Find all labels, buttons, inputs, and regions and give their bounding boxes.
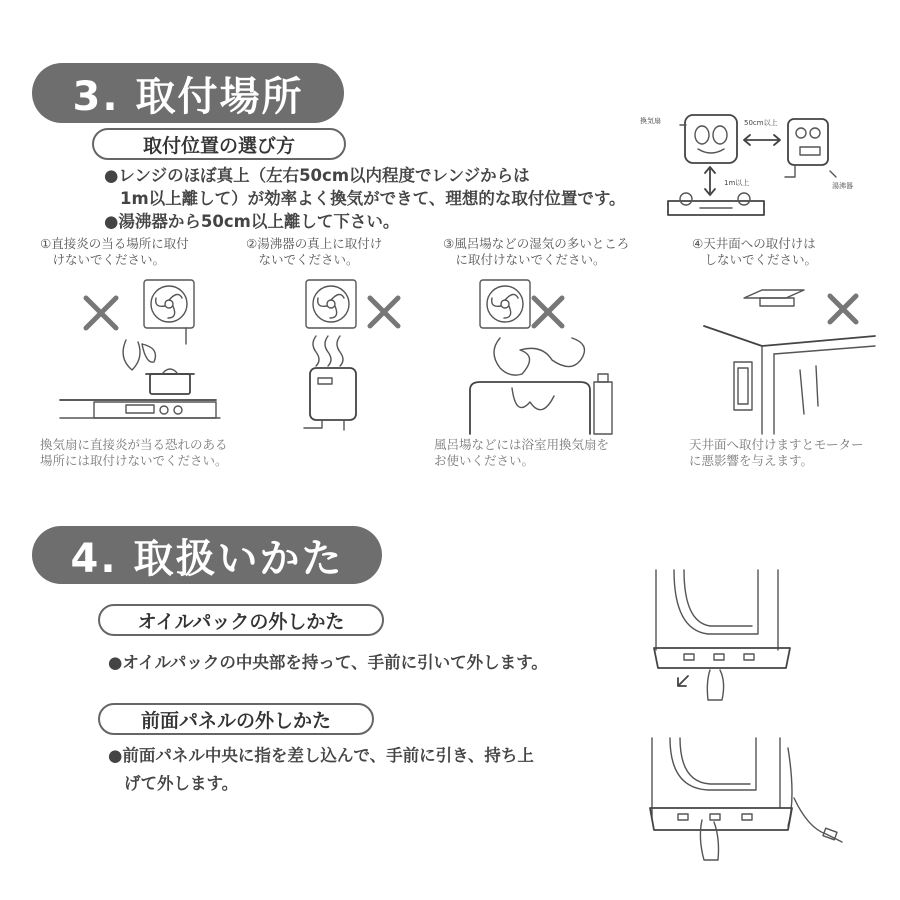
fan-icon <box>744 290 804 306</box>
caution-4-illustration <box>700 284 875 434</box>
no-x-icon <box>86 298 116 328</box>
section3-title: 3. 取付場所 <box>32 63 344 123</box>
panel-illustration <box>648 738 848 863</box>
bullet-range-position: ●レンジのほぼ真上（左右50cm以内程度でレンジからは <box>104 166 530 185</box>
caution-4-title: ④天井面への取付けは しないでください。 <box>692 236 818 267</box>
hand-icon <box>700 820 718 860</box>
caution-2-title: ②湯沸器の真上に取付け ないでください。 <box>246 236 383 267</box>
panel-heading: 前面パネルの外しかた <box>98 703 374 735</box>
caution-1-note: 換気扇に直接炎が当る恐れのある 場所には取付けないでください。 <box>40 437 228 468</box>
bathtub-icon <box>470 374 612 434</box>
no-x-icon <box>830 296 856 322</box>
bullet-range-position-cont: 1m以上離して）が効率よく換気ができて、理想的な取付位置です。 <box>120 189 626 208</box>
panel-instruction-cont: げて外します。 <box>124 774 239 793</box>
pot-icon <box>146 369 194 394</box>
oilpack-heading: オイルパックの外しかた <box>98 604 384 636</box>
fan-icon <box>144 280 194 344</box>
fan-icon <box>480 280 530 328</box>
heater-label: 湯沸器 <box>832 182 853 190</box>
oilpack-illustration <box>648 570 793 710</box>
ceiling-icon <box>704 326 875 434</box>
caution-4-note: 天井面へ取付けますとモーター に悪影響を与えます。 <box>689 437 864 468</box>
caution-2-illustration <box>296 278 416 438</box>
section3-subtitle: 取付位置の選び方 <box>92 128 346 160</box>
caution-3-note: 風呂場などには浴室用換気扇を お使いください。 <box>434 437 610 468</box>
fan-icon <box>306 280 356 328</box>
vertical-distance-label: 1m以上 <box>724 179 750 187</box>
oilpack-instruction: ●オイルパックの中央部を持って、手前に引いて外します。 <box>108 653 548 672</box>
no-x-icon <box>534 298 562 326</box>
water-heater-icon <box>304 368 356 430</box>
caution-1-illustration <box>60 278 230 428</box>
caution-1-title: ①直接炎の当る場所に取付 けないでください。 <box>40 236 189 267</box>
caution-3-title: ③風呂場などの湿気の多いところ に取付けないでください。 <box>443 236 630 267</box>
arrow-icon <box>678 676 688 686</box>
no-x-icon <box>370 298 398 326</box>
fan-label: 換気扇 <box>640 117 661 125</box>
horizontal-distance-label: 50cm以上 <box>744 119 778 127</box>
section4-title: 4. 取扱いかた <box>32 526 382 584</box>
caution-3-illustration <box>460 278 630 438</box>
panel-instruction: ●前面パネル中央に指を差し込んで、手前に引き、持ち上 <box>108 746 534 765</box>
stove-icon <box>60 400 220 418</box>
bullet-heater-distance: ●湯沸器から50cm以上離して下さい。 <box>104 212 400 231</box>
hand-icon <box>707 670 723 700</box>
